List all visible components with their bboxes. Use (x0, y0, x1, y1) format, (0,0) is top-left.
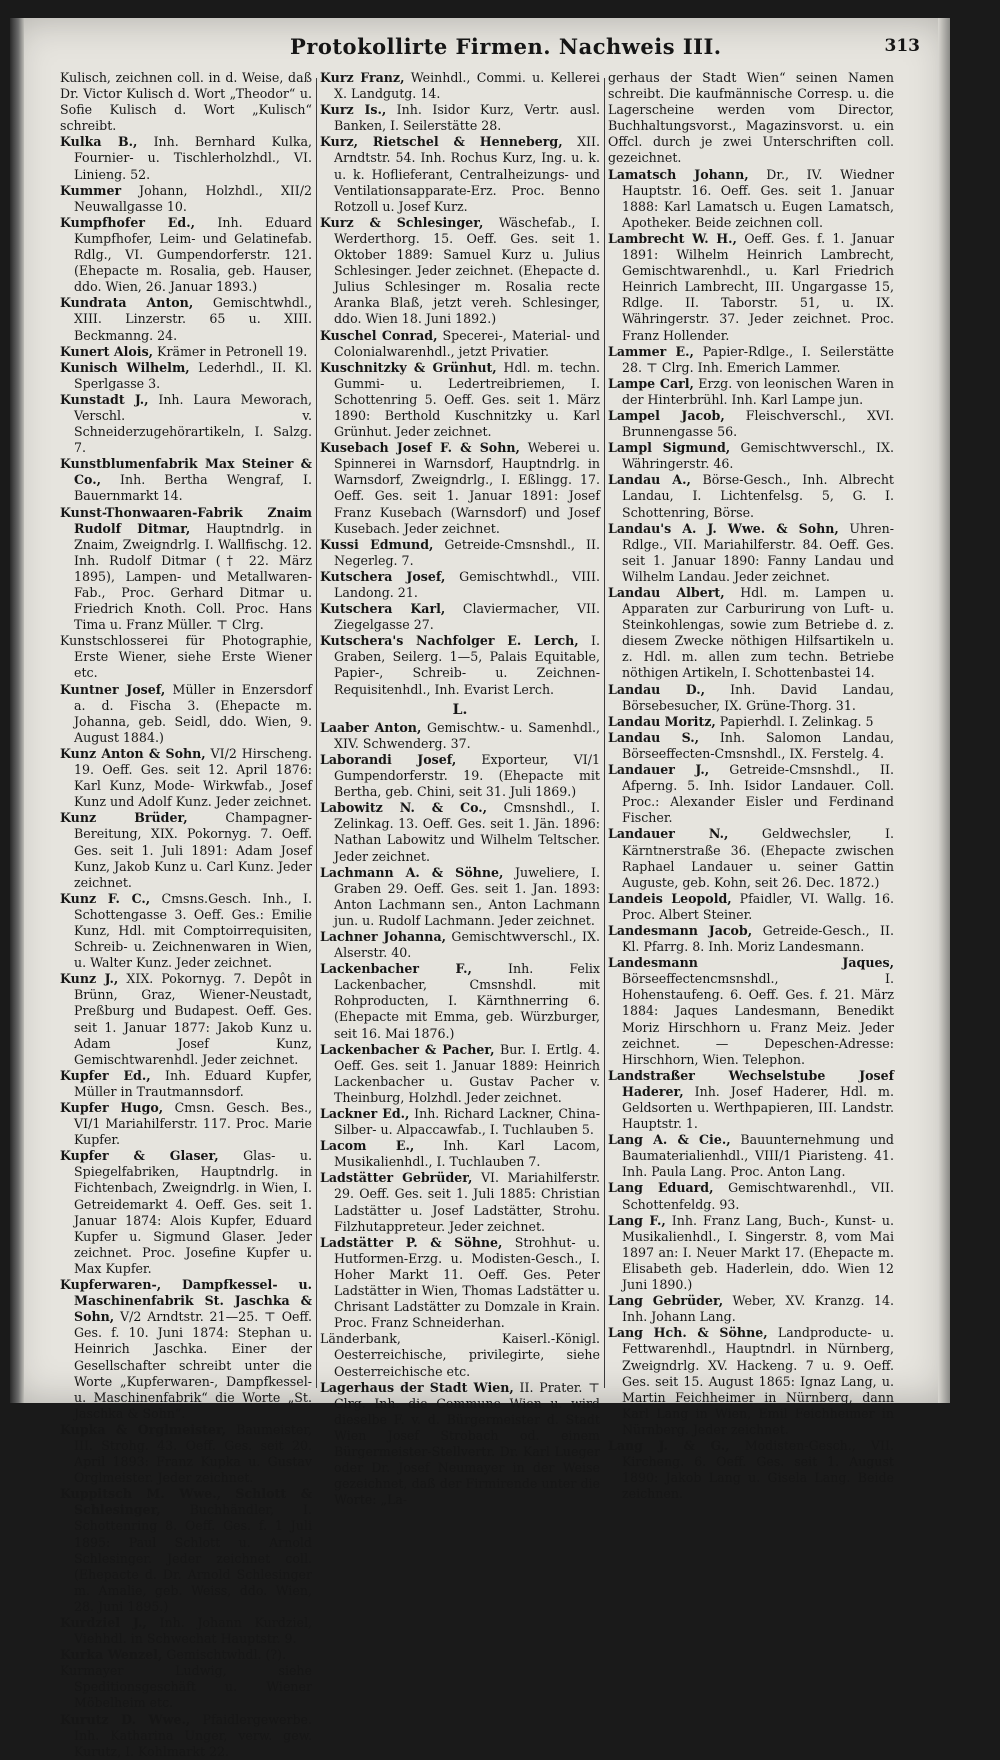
entry-text: Papier-Rdlge., I. Seilerstätte 28. ⊤ Clrg. Inh. Emerich Lammer. (622, 343, 894, 375)
directory-entry (608, 1068, 894, 1132)
directory-entry (60, 183, 312, 215)
entry-text: Papierhdl. I. Zelinkag. 5 (715, 713, 874, 729)
firm-name: Labowitz N. & Co., (320, 800, 488, 816)
directory-entry (608, 1132, 894, 1180)
entry-text: Länderbank, Kaiserl.-Königl. Oesterreichische, privilegirte, siehe Oesterreichische etc. (320, 1331, 600, 1379)
entry-text: VI/2 Hirscheng. 19. Oeff. Ges. seit 12. April 1876: Karl Kunz, Mode- Wirkwfab., Josef Kunz und Adolf Kunz. Jeder zeichnet. (74, 745, 312, 810)
entry-text: Getreide-Cmsnshdl., II. Afperng. 5. Inh. Isidor Landauer. Coll. Proc.: Alexander Eisler und Ferdinand Fischer. (622, 762, 894, 826)
firm-name: Kutschera Josef, (320, 568, 446, 584)
entry-text: Glas- u. Spiegelfabriken, Hauptndrlg. in Fichtenbach, Zweigndrlg. in Wien, I. Getreidemarkt 4. Oeff. Ges. seit 1. Januar 1874: Alois Kupfer, Eduard Kupfer u. Sigmund Glaser. Jeder zeichnet. Proc. Josefine Kupfer u. Max Kupfer. (74, 1148, 312, 1276)
directory-entry (320, 440, 600, 537)
firm-name: Kuntner Josef, (60, 681, 166, 697)
directory-entry (320, 720, 600, 752)
entry-text: Strohhut- u. Hutformen-Erzg. u. Modisten-Gesch., I. Hoher Markt 11. Oeff. Ges. Peter Ladstätter in Wien, Thomas Ladstätter u. Chrisant Ladstätter zu Domzale in Krain. Proc. Franz Schneiderhan. (334, 1234, 601, 1331)
firm-name: Kuppitsch M. Wwe., Schlott & Schlesinger, (60, 1486, 312, 1518)
entry-text: Claviermacher, VII. Ziegelgasse 27. (334, 601, 600, 633)
firm-name: Landau D., (608, 681, 706, 697)
directory-entry (60, 1615, 312, 1647)
directory-entry (60, 392, 312, 456)
column-divider (604, 78, 605, 1388)
firm-name: Lamatsch Johann, (608, 166, 749, 182)
directory-entry (320, 1170, 600, 1234)
entry-text: Inh. Richard Lackner, China-Silber- u. Alpaccawfab., I. Tuchlauben 5. (334, 1106, 600, 1138)
directory-entry (60, 215, 312, 295)
firm-name: Kurz & Schlesinger, (320, 214, 484, 230)
entry-text: Pfaidlergewerbe. Inh. Katharina Unger, verw. gew. Kurutz, I. Kohlmarkt 22. (74, 1711, 312, 1759)
entry-text: Inh. Eduard Kumpfhofer, Leim- und Gelatinefab. Rdlg., VI. Gumpendorferstr. 121. (Ehepacte m. Rosalia, geb. Hauser, ddo. Wien, 26. Januar 1893.) (74, 214, 312, 295)
entry-text: Inh. Isidor Kurz, Vertr. ausl. Banken, I. Seilerstätte 28. (334, 102, 600, 134)
firm-name: Kutschera's Nachfolger E. Lerch, (320, 633, 579, 649)
directory-entry (608, 955, 894, 1068)
entry-text: Cmsns.Gesch. Inh., I. Schottengasse 3. Oeff. Ges.: Emilie Kunz, Hdl. mit Comptoirrequisiten, Schreib- u. Zeichnenwaren in Wien, u. Walter Kunz. Jeder zeichnet. (74, 890, 313, 971)
entry-text: V/2 Arndtstr. 21—25. ⊤ Oeff. Ges. f. 10. Juni 1874: Stephan u. Heinrich Jaschka. Einer der Gesellschafter schreibt unter die Worte „Kupferwaren-, Dampfkessel- u. Maschinenfabrik“ die Worte „St. Jaschka & Sohn“. (74, 1309, 312, 1421)
entry-text: Inh. Franz Lang, Buch-, Kunst- u. Musikalienhdl., I. Singerstr. 8, vom Mai 1897 an: I. Neuer Markt 17. (Ehepacte m. Elisabeth geb. Haderlein, ddo. Wien 12 Juni 1890.) (622, 1212, 894, 1293)
column-divider (316, 78, 317, 1388)
directory-entry (320, 929, 600, 961)
firm-name: Lang F., (608, 1212, 666, 1228)
entry-text: Gemischtwhdl. (?). (162, 1647, 287, 1663)
directory-entry (60, 682, 312, 746)
entry-text: XII. Arndtstr. 54. Inh. Rochus Kurz, Ing. u. k. u. k. Hoflieferant, Centralheizungs- und Ventilationsapparate-Erz. Proc. Benno Rotzoll u. Josef Kurz. (334, 134, 600, 214)
firm-name: Lang Gebrüder, (608, 1293, 724, 1309)
entry-text: Inh. Salomon Landau, Börseeffecten-Cmsnshdl., IX. Ferstelg. 4. (622, 729, 895, 761)
directory-entry (60, 746, 312, 810)
firm-name: Lagerhaus der Stadt Wien, (320, 1379, 514, 1395)
directory-entry (60, 456, 312, 504)
entry-text: Juweliere, I. Graben 29. Oeff. Ges. seit 1. Jan. 1893: Anton Lachmann sen., Anton Lachmann jun. u. Rudolf Lachmann. Jeder zeichnet. (334, 864, 600, 928)
entry-text: Inh. Bertha Wengraf, I. Bauernmarkt 14. (74, 472, 312, 504)
firm-name: Kurz Franz, (320, 70, 405, 85)
entry-text: Dr., IV. Wiedner Hauptstr. 16. Oeff. Ges. seit 1. Januar 1888: Karl Lamatsch u. Eugen Lamatsch, Apotheker. Beide zeichnen coll. (622, 166, 894, 230)
entry-text: Krämer in Petronell 19. (153, 343, 308, 359)
firm-name: Kuschnitzky & Grünhut, (320, 359, 497, 375)
entry-text: Erzg. von leonischen Waren in der Hinterbrühl. Inh. Karl Lampe jun. (622, 375, 894, 407)
directory-entry (608, 826, 894, 890)
firm-name: Kurutz D. Wwe., (60, 1711, 191, 1727)
firm-name: Kurka Wenzel, (60, 1647, 163, 1663)
directory-entry (320, 102, 600, 134)
entry-text: Wäschefab., I. Werderthorg. 15. Oeff. Ges. seit 1. Oktober 1889: Samuel Kurz u. Julius Schlesinger. Jeder zeichnet. (Ehepacte d. Julius Schlesinger m. Rosalia recte Aranka Blaß, jetzt vereh. Schlesinger, ddo. Wien 18. Juni 1892.) (334, 214, 600, 327)
firm-name: Lang J. & G., (608, 1437, 730, 1453)
entry-text: Hdl. m. Lampen u. Apparaten zur Carburirung von Luft- u. Steinkohlengas, sowie zum Betriebe d. z. diesem Zwecke nöthigen Hilfsartikeln u. z. Hdl. m. allen zum techn. Betriebe nöthigen Artikeln, I. Schottenbastei 14. (622, 585, 894, 681)
directory-entry (60, 1422, 312, 1486)
entry-text: I. Graben, Seilerg. 1—5, Palais Equitable, Papier-, Schreib- u. Zeichnen-Requisitenhdl., Inh. Evarist Lerch. (334, 633, 600, 697)
directory-entry (320, 1138, 600, 1170)
firm-name: Kupferwaren-, Dampfkessel- u. Maschinenfabrik St. Jaschka & Sohn, (60, 1277, 312, 1325)
directory-entry (320, 1106, 600, 1138)
directory-entry (608, 891, 894, 923)
entry-text: Gemischtwarenhdl., VII. Schottenfeldg. 93. (622, 1180, 894, 1212)
entry-text: Inh. Johann Kurdziel, Viehhdl. in Schwechat Hauptstr. 9. (74, 1615, 312, 1647)
entry-text: Lederhdl., II. Kl. Sperlgasse 3. (74, 359, 312, 391)
entry-text: Inh. Laura Meworach, Verschl. v. Schneiderzugehörartikeln, I. Salzg. 7. (74, 391, 312, 456)
directory-entry (320, 1042, 600, 1106)
entry-text: II. Prater. ⊤ Clrg. Inh. die Commune Wien u. wird dieselbe F. v. d. Bürgermeister d. Stadt Wien Josef Strobach od. einem Bürgermeister-Stellvertr. Dr. Karl Lueger oder Dr. Josef Neumayer in der Weise gezeichnet, daß der Firmirende unter die Worte: „La- (334, 1379, 600, 1508)
directory-entry (608, 1293, 894, 1325)
directory-entry (608, 472, 894, 520)
firm-name: Landau Moritz, (608, 713, 716, 729)
section-letter: L. (452, 701, 468, 718)
directory-page (10, 18, 950, 1759)
entry-text: Kulisch, zeichnen coll. in d. Weise, daß Dr. Victor Kulisch d. Wort „Theodor“ u. Sofie Kulisch d. Wort „Kulisch“ schreibt. (60, 70, 312, 134)
firm-name: Kupfer Ed., (60, 1067, 151, 1083)
directory-entry (60, 134, 312, 182)
firm-name: Kummer (60, 182, 122, 198)
firm-name: Lambrecht W. H., (608, 230, 737, 246)
entry-text: Inh. Eduard Kupfer, Müller in Trautmannsdorf. (74, 1067, 312, 1099)
firm-name: Kunstadt J., (60, 391, 149, 407)
directory-entry (608, 231, 894, 344)
entry-text: VI. Mariahilferstr. 29. Oeff. Ges. seit 1. Juli 1885: Christian Ladstätter u. Josef Ladstätter, Strohu. Filzhutappreteur. Jeder zeichnet. (334, 1170, 600, 1234)
directory-entry (60, 295, 312, 343)
entry-text: Weinhdl., Commi. u. Kellerei X. Landgutg. 14. (334, 70, 600, 102)
firm-name: Landeis Leopold, (608, 890, 732, 906)
firm-name: Landau Albert, (608, 585, 725, 600)
firm-name: Landesmann Jaques, (608, 955, 894, 971)
firm-name: Landauer N., (608, 826, 729, 842)
entry-text: Cmsnshdl., I. Zelinkag. 13. Oeff. Ges. seit 1. Jän. 1896: Nathan Labowitz und Wilhelm Teltscher. Jeder zeichnet. (334, 800, 600, 864)
entry-text: Kunstschlosserei für Photographie, Erste Wiener, siehe Erste Wiener etc. (60, 633, 312, 681)
entry-text: Inh. Bernhard Kulka, Fournier- u. Tischlerholzhdl., VI. Linieng. 52. (74, 134, 312, 182)
directory-entry (320, 865, 600, 929)
entry-text: Kurmayer Ludwig, siehe Speditionsgeschäft u. Wiener Möbelheim etc. (60, 1663, 312, 1711)
firm-name: Lampe Carl, (608, 375, 694, 391)
directory-entry (60, 1277, 312, 1422)
firm-name: Kurz, Rietschel & Henneberg, (320, 134, 563, 150)
entry-text: Gemischtwhdl., XIII. Linzerstr. 65 u. XIII. Beckmanng. 24. (74, 295, 312, 343)
entry-text: Müller in Enzersdorf a. d. Fischa 3. (Ehepacte m. Johanna, geb. Seidl, ddo. Wien, 9. August 1884.) (74, 681, 312, 745)
page-edge (938, 18, 950, 1403)
directory-entry (608, 682, 894, 714)
firm-name: Kupfer & Glaser, (60, 1148, 219, 1164)
entry-text: Börse-Gesch., Inh. Albrecht Landau, I. Lichtenfelsg. 5, G. I. Schottenring, Börse. (622, 472, 894, 520)
firm-name: Landstraßer Wechselstube Josef Haderer, (608, 1067, 894, 1099)
entry-text: Bauunternehmung und Baumaterialienhdl., VIII/1 Piaristeng. 41. Inh. Paula Lang. Proc. Anton Lang. (622, 1132, 894, 1180)
directory-entry (608, 440, 894, 472)
page-header (50, 32, 930, 72)
firm-name: Kunz F. C., (60, 890, 151, 906)
entry-text: Getreide-Cmsnshdl., II. Negerleg. 7. (334, 536, 600, 568)
firm-name: Lang A. & Cie., (608, 1132, 731, 1148)
entry-text: Fleischverschl., XVI. Brunnengasse 56. (622, 407, 894, 440)
entry-continuation (608, 70, 894, 167)
firm-name: Lachner Johanna, (320, 928, 446, 944)
directory-entry (608, 521, 894, 585)
directory-entry (608, 923, 894, 955)
entry-text: Modisten-Gesch., VII. Kircheng. 6. Oeff. Ges. seit 1. August 1890: Jakob Lang u. Gisela Lang. Beide zeichnen. (622, 1437, 894, 1502)
entry-text: Landproducte- u. Fettwarenhdl., Hauptndrl. in Nürnberg, Zweigndrlg. XV. Hackeng. 7 u. 9. Oeff. Ges. seit 15. August 1865: Ignaz Lang, u. Martin Feichheimer in Nürnberg, dann Karl Lang in Wien, Emil Feichheimer in Nürnberg. Jeder zeichnet. (622, 1325, 894, 1437)
directory-entry (60, 505, 312, 634)
firm-name: Kunisch Wilhelm, (60, 359, 190, 375)
entry-text: Weberei u. Spinnerei in Warnsdorf, Hauptndrlg. in Warnsdorf, Zweigndrlg., I. Eßlingg. 17. Oeff. Ges. seit 1. Januar 1891: Josef Franz Kusebach (Warnsdorf) und Josef Kusebach. Jeder zeichnet. (334, 440, 600, 536)
firm-name: Lackenbacher F., (320, 961, 472, 977)
directory-entry (60, 891, 312, 971)
firm-name: Landauer J., (608, 762, 710, 778)
firm-name: Kulka B., (60, 134, 138, 150)
entry-text: Cmsn. Gesch. Bes., VI/1 Mariahilferstr. 117. Proc. Marie Kupfer. (74, 1100, 312, 1148)
directory-entry (608, 167, 894, 231)
directory-entry (608, 344, 894, 376)
entry-text: Gemischtw.- u. Samenhdl., XIV. Schwenderg. 37. (334, 719, 601, 751)
directory-entry (608, 376, 894, 408)
page-number: 313 (884, 36, 920, 56)
firm-name: Landesmann Jacob, (608, 922, 753, 938)
entry-text: Gemischtwhdl., VIII. Landong. 21. (334, 568, 600, 600)
entry-text: Inh. Karl Lacom, Musikalienhdl., I. Tuchlauben 7. (334, 1138, 600, 1170)
directory-entry (608, 1180, 894, 1212)
directory-entry (60, 810, 312, 890)
directory-entry (320, 360, 600, 440)
directory-entry (60, 1148, 312, 1277)
directory-entry (320, 328, 600, 360)
entry-text: Gemischtwverschl., IX. Währingerstr. 46. (622, 440, 894, 472)
firm-name: Kunstblumenfabrik Max Steiner & Co., (60, 456, 312, 488)
entry-continuation (60, 70, 312, 134)
firm-name: Landau S., (608, 729, 700, 745)
firm-name: Kunz Anton & Sohn, (60, 745, 206, 761)
firm-name: Kunst-Thonwaaren-Fabrik Znaim Rudolf Ditmar, (60, 504, 312, 536)
firm-name: Lang Hch. & Söhne, (608, 1325, 768, 1341)
firm-name: Kundrata Anton, (60, 295, 194, 311)
column-middle (320, 70, 601, 1508)
entry-text: Oeff. Ges. f. 1. Januar 1891: Wilhelm Heinrich Lambrecht, Gemischtwarenhdl., u. Karl Friedrich Heinrich Lambrecht, III. Ungargasse 15, Rdlge. II. Taborstr. 51, u. IX. Währingerstr. 37. Jeder zeichnet. Proc. Franz Hollender. (622, 230, 894, 343)
directory-entry (320, 70, 600, 102)
entry-text: Bur. I. Ertlg. 4. Oeff. Ges. seit 1. Januar 1889: Heinrich Lackenbacher u. Gustav Pacher v. Theinburg, Holzhdl. Jeder zeichnet. (334, 1041, 600, 1105)
entry-text: Inh. Felix Lackenbacher, Cmsnshdl. mit Rohproducten, I. Kärnthnerring 6. (Ehepacte mit Emma, geb. Würzburger, seit 16. Mai 1876.) (334, 961, 600, 1041)
entry-text: Hauptndrlg. in Znaim, Zweigndrlg. I. Wallfischg. 12. Inh. Rudolf Ditmar († 22. März 1895), Lampen- und Metallwaren-Fab., Proc. Gerhard Ditmar u. Friedrich Knoth. Coll. Proc. Hans Tima u. Franz Müller. ⊤ Clrg. (74, 520, 312, 633)
entry-text: gerhaus der Stadt Wien“ seinen Namen schreibt. Die kaufmännische Corresp. u. die Lagerscheine werden vom Director, Buchhaltungsvorst., Magazinsvorst. u. ein Offcl. durch je zwei Unterschriften coll. gezeichnet. (608, 70, 894, 166)
firm-name: Lampel Jacob, (608, 407, 725, 423)
firm-name: Lampl Sigmund, (608, 440, 731, 456)
firm-name: Kupka & Orglmeister, (60, 1421, 227, 1437)
firm-name: Laaber Anton, (320, 719, 422, 735)
page-title: Protokollirte Firmen. Nachweis III. (290, 34, 722, 59)
firm-name: Lachmann A. & Söhne, (320, 864, 504, 880)
firm-name: Landau A., (608, 472, 691, 488)
directory-entry (608, 1325, 894, 1438)
directory-entry (320, 961, 600, 1041)
firm-name: Landau's A. J. Wwe. & Sohn, (608, 520, 839, 536)
directory-entry (608, 1213, 894, 1293)
column-left (60, 70, 313, 1759)
firm-name: Kunert Alois, (60, 343, 154, 359)
directory-entry (60, 1068, 312, 1100)
directory-entry (320, 633, 600, 697)
entry-text: Weber, XV. Kranzg. 14. Inh. Johann Lang. (622, 1293, 894, 1325)
directory-entry (608, 730, 894, 762)
directory-entry (320, 752, 600, 800)
directory-entry (320, 1380, 600, 1509)
firm-name: Kuschel Conrad, (320, 327, 438, 343)
firm-name: Ladstätter Gebrüder, (320, 1170, 473, 1186)
entry-text: Champagner-Bereitung, XIX. Pokornyg. 7. Oeff. Ges. seit 1. Juli 1891: Adam Josef Kunz, Jakob Kunz u. Carl Kunz. Jeder zeichnet. (74, 810, 313, 890)
entry-text: Baumeister, III. Strohg. 43. Oeff. Ges. seit 20. April 1893: Franz Kupka u. Gustav Orglmeister. Jeder zeichnet. (74, 1421, 313, 1486)
firm-name: Kunz Brüder, (60, 810, 188, 826)
entry-text: Buchhändler, I. Schottenring 8. Oeff. Ges. f. 1 Juli 1895: Paul Schlott u. Arnold Schlesinger. Jeder zeichnet coll. (Ehepacte d. Dr. Arnold Schlesinger m. Amalie, geb. Weiss, ddo. Wien, 28. Juni 1895.) (74, 1502, 312, 1614)
firm-name: Kupfer Hugo, (60, 1100, 164, 1115)
directory-entry (320, 1331, 600, 1379)
entry-text: Pfaidler, VI. Wallg. 16. Proc. Albert Steiner. (622, 890, 894, 922)
firm-name: Lackner Ed., (320, 1106, 410, 1121)
firm-name: Kurz Is., (320, 102, 387, 118)
column-right (608, 70, 895, 1502)
entry-text: Hdl. m. techn. Gummi- u. Ledertreibriemen, I. Schottenring 5. Oeff. Ges. seit 1. März 1890: Berthold Kuschnitzky u. Karl Grünhut. Jeder zeichnet. (334, 359, 600, 440)
entry-text: XIX. Pokornyg. 7. Depôt in Brünn, Graz, Wiener-Neustadt, Preßburg und Budapest. Oeff. Ges. seit 1. Januar 1877: Jakob Kunz u. Adam Josef Kunz, Gemischtwarenhdl. Jeder zeichnet. (74, 971, 312, 1067)
entry-text: Börseeffectencmsnshdl., I. Hohenstaufeng. 6. Oeff. Ges. f. 21. März 1884: Jaques Landesmann, Benedikt Moriz Hirschhorn u. Franz Meiz. Jeder zeichnet. — Depeschen-Adresse: Hirschhorn, Wien. Telephon. (622, 971, 894, 1067)
directory-entry (60, 633, 312, 681)
entry-text: Inh. David Landau, Börsebesucher, IX. Grüne-Thorg. 31. (622, 681, 895, 713)
directory-entry (608, 762, 894, 826)
directory-entry (608, 1438, 894, 1502)
directory-entry (608, 585, 894, 682)
firm-name: Lang Eduard, (608, 1180, 714, 1196)
directory-entry (60, 1647, 312, 1663)
firm-name: Ladstätter P. & Söhne, (320, 1234, 503, 1250)
entry-text: Inh. Josef Haderer, Hdl. m. Geldsorten u. Werthpapieren, III. Landstr. Hauptstr. 1. (622, 1083, 894, 1132)
directory-entry (320, 1235, 600, 1332)
firm-name: Lammer E., (608, 343, 694, 359)
directory-entry (320, 134, 600, 214)
firm-name: Kusebach Josef F. & Sohn, (320, 440, 520, 456)
directory-entry (60, 1712, 312, 1760)
directory-entry (320, 215, 600, 328)
entry-text: Geldwechsler, I. Kärntnerstraße 36. (Ehepacte zwischen Raphael Landauer u. seiner Gattin Auguste, geb. Kohn, seit 26. Dec. 1872.) (622, 826, 894, 890)
firm-name: Kutschera Karl, (320, 601, 446, 617)
entry-text: Exporteur, VI/1 Gumpendorferstr. 19. (Ehepacte mit Bertha, geb. Chini, seit 31. Juli 1869.) (334, 751, 600, 800)
firm-name: Kunz J., (60, 971, 119, 987)
firm-name: Laborandi Josef, (320, 751, 457, 767)
firm-name: Lackenbacher & Pacher, (320, 1041, 495, 1057)
binding-gutter (10, 18, 24, 1403)
directory-entry (60, 344, 312, 360)
directory-entry (60, 971, 312, 1068)
directory-entry (60, 1100, 312, 1148)
entry-text: Johann, Holzhdl., XII/2 Neuwallgasse 10. (74, 182, 312, 214)
firm-name: Kumpfhofer Ed., (60, 214, 195, 230)
directory-entry (60, 1486, 312, 1615)
firm-name: Kussi Edmund, (320, 536, 434, 552)
directory-entry (320, 569, 600, 601)
entry-text: Gemischtwverschl., IX. Alserstr. 40. (334, 928, 601, 961)
directory-entry (608, 408, 894, 440)
firm-name: Lacom E., (320, 1138, 415, 1154)
directory-entry (60, 360, 312, 392)
entry-text: Getreide-Gesch., II. Kl. Pfarrg. 8. Inh. Moriz Landesmann. (622, 922, 894, 955)
entry-text: Uhren-Rdlge., VII. Mariahilferstr. 84. Oeff. Ges. seit 1. Januar 1890: Fanny Landau und Wilhelm Landau. Jeder zeichnet. (622, 520, 894, 584)
directory-entry (320, 537, 600, 569)
directory-entry (320, 800, 600, 864)
directory-entry (608, 714, 894, 730)
firm-name: Kurdziel J., (60, 1615, 147, 1630)
directory-entry (60, 1663, 312, 1711)
entry-text: Specerei-, Material- und Colonialwarenhdl., jetzt Privatier. (334, 327, 600, 359)
directory-entry (320, 601, 600, 633)
